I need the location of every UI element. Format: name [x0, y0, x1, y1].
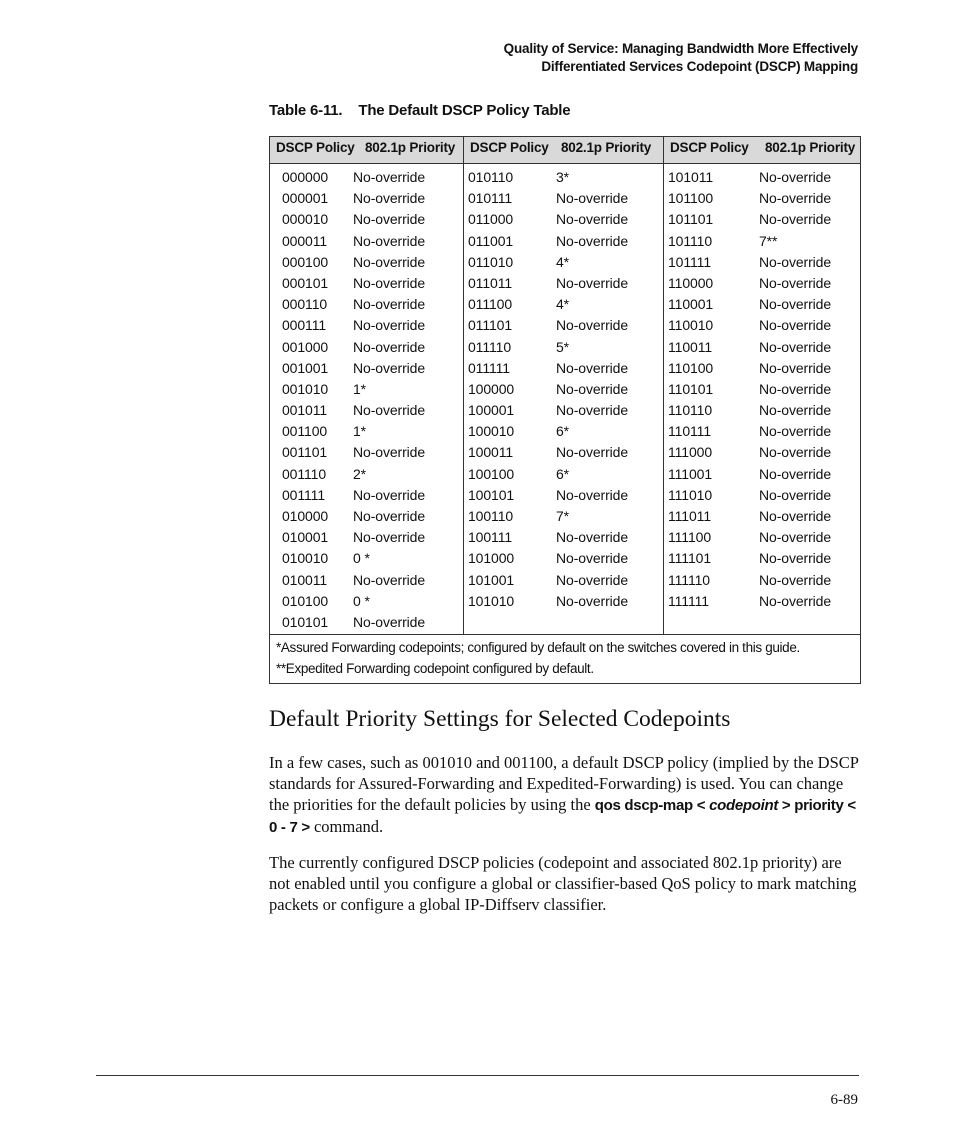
priority-value: No-override	[759, 592, 832, 609]
dscp-codepoint: 101010	[468, 592, 515, 609]
dscp-codepoint: 000110	[282, 296, 328, 313]
table-row	[664, 273, 860, 294]
priority-value: No-override	[353, 613, 426, 630]
footnote-assured-forwarding: *Assured Forwarding codepoints; configured by default on the switches covered in this guide.	[276, 640, 800, 655]
priority-value: No-override	[759, 190, 832, 207]
table-row	[664, 231, 860, 252]
table-row	[270, 527, 463, 548]
table-row	[664, 167, 860, 188]
dscp-codepoint: 001110	[282, 465, 327, 482]
header-dscp-policy: DSCP Policy	[670, 140, 749, 155]
priority-value: No-override	[556, 359, 629, 376]
table-header-row	[270, 137, 860, 164]
header-priority: 802.1p Priority	[555, 137, 664, 163]
table-row	[464, 485, 663, 506]
dscp-codepoint: 011100	[468, 296, 513, 313]
priority-value: 4*	[556, 296, 570, 313]
dscp-codepoint: 011010	[468, 253, 514, 270]
dscp-codepoint: 011011	[468, 274, 513, 291]
table-row	[664, 485, 860, 506]
dscp-codepoint: 001101	[282, 444, 328, 461]
paragraph-policy-enablement: The currently configured DSCP policies (codepoint and associated 802.1p priority) are not enabled until you configure a global or classifier-based QoS policy to mark matching packets or configure a global IP-Diffserv classifier.	[269, 853, 857, 914]
table-row	[464, 400, 663, 421]
dscp-codepoint: 010101	[282, 613, 329, 630]
priority-value: 0 *	[353, 550, 370, 567]
dscp-codepoint: 101100	[668, 190, 714, 207]
dscp-codepoint: 100111	[468, 529, 513, 546]
priority-value: No-override	[759, 317, 832, 334]
priority-value: No-override	[353, 402, 426, 419]
dscp-codepoint: 101000	[468, 550, 515, 567]
priority-value: No-override	[759, 486, 832, 503]
priority-value: No-override	[759, 529, 832, 546]
priority-value: No-override	[759, 274, 832, 291]
priority-value: No-override	[556, 274, 629, 291]
table-row	[270, 506, 463, 527]
section-title: Default Priority Settings for Selected Codepoints	[269, 706, 731, 732]
dscp-codepoint: 100001	[468, 402, 515, 419]
priority-value: No-override	[556, 232, 629, 249]
dscp-codepoint: 010100	[282, 592, 329, 609]
page-number: 6-89	[830, 1092, 858, 1108]
table-row	[270, 442, 463, 463]
table-row	[270, 379, 463, 400]
table-caption-title: The Default DSCP Policy Table	[358, 102, 571, 119]
priority-value: 6*	[556, 465, 570, 482]
priority-value: No-override	[556, 190, 629, 207]
header-priority: 802.1p Priority	[359, 137, 464, 163]
dscp-codepoint: 111100	[668, 529, 711, 546]
table-row	[464, 167, 663, 188]
header-dscp-policy: DSCP Policy	[276, 140, 355, 155]
dscp-codepoint: 000011	[282, 232, 328, 249]
priority-value: 2*	[353, 465, 367, 482]
priority-value: No-override	[759, 359, 832, 376]
priority-value: 3*	[556, 169, 570, 185]
dscp-codepoint: 000000	[282, 169, 329, 185]
table-row	[270, 464, 463, 485]
table-caption	[269, 102, 570, 119]
table-row	[464, 231, 663, 252]
table-row	[664, 421, 860, 442]
table-row	[270, 315, 463, 336]
dscp-codepoint: 001000	[282, 338, 329, 355]
table-row	[464, 379, 663, 400]
table-row	[464, 442, 663, 463]
table-row	[664, 337, 860, 358]
priority-value: No-override	[556, 592, 629, 609]
header-priority: 802.1p Priority	[765, 140, 856, 155]
dscp-codepoint: 110110	[668, 402, 713, 419]
priority-value: No-override	[353, 444, 426, 461]
table-row	[464, 506, 663, 527]
priority-value: No-override	[353, 529, 426, 546]
table-row	[270, 358, 463, 379]
dscp-codepoint: 100100	[468, 465, 515, 482]
dscp-codepoint: 011101	[468, 317, 513, 334]
table-row	[664, 294, 860, 315]
table-row	[270, 570, 463, 591]
dscp-codepoint: 111001	[668, 465, 713, 482]
table-row	[464, 337, 663, 358]
paragraph-default-priority	[269, 752, 861, 838]
dscp-codepoint: 110111	[668, 423, 711, 440]
priority-value: No-override	[556, 444, 629, 461]
priority-value: No-override	[353, 338, 426, 355]
dscp-codepoint: 010010	[282, 550, 329, 567]
dscp-codepoint: 100011	[468, 444, 514, 461]
priority-value: No-override	[353, 190, 426, 207]
table-row	[464, 252, 663, 273]
table-row	[464, 188, 663, 209]
command-qos-dscp-map: qos dscp-map <	[594, 797, 706, 814]
table-row	[270, 485, 463, 506]
table-row	[664, 315, 860, 336]
table-row	[664, 591, 860, 612]
dscp-codepoint: 100101	[468, 486, 515, 503]
dscp-codepoint: 000101	[282, 274, 329, 291]
dscp-codepoint: 100000	[468, 380, 515, 397]
dscp-codepoint: 010011	[282, 571, 328, 588]
table-row	[464, 273, 663, 294]
table-row	[270, 252, 463, 273]
table-row	[664, 527, 860, 548]
table-row	[664, 358, 860, 379]
table-row	[270, 612, 463, 633]
table-row	[464, 294, 663, 315]
dscp-codepoint: 011001	[468, 232, 514, 249]
dscp-codepoint: 001100	[282, 423, 328, 440]
table-row	[664, 506, 860, 527]
dscp-codepoint: 101101	[668, 211, 714, 228]
table-row	[464, 591, 663, 612]
dscp-codepoint: 100110	[468, 508, 514, 524]
table-row	[664, 400, 860, 421]
dscp-codepoint: 110000	[668, 274, 714, 291]
table-row	[270, 294, 463, 315]
table-row	[270, 421, 463, 442]
priority-value: No-override	[353, 508, 426, 524]
table-row	[464, 209, 663, 230]
table-row	[664, 442, 860, 463]
dscp-codepoint: 110100	[668, 359, 714, 376]
table-body	[270, 164, 860, 635]
dscp-codepoint: 111111	[668, 592, 709, 609]
paragraph-text: command.	[309, 817, 384, 836]
table-row	[664, 209, 860, 230]
table-row	[664, 252, 860, 273]
dscp-codepoint: 111110	[668, 571, 710, 588]
priority-value: 5*	[556, 338, 570, 355]
footer-rule	[96, 1075, 859, 1076]
table-row	[664, 188, 860, 209]
table-row	[270, 591, 463, 612]
table-row	[664, 464, 860, 485]
priority-value: No-override	[759, 380, 832, 397]
table-row	[664, 570, 860, 591]
dscp-codepoint: 110010	[668, 317, 714, 334]
dscp-codepoint: 111010	[668, 486, 713, 503]
command-argument-codepoint: codepoint	[705, 797, 782, 814]
dscp-codepoint: 110001	[668, 296, 714, 313]
priority-value: No-override	[759, 253, 832, 270]
table-row	[464, 315, 663, 336]
priority-value: No-override	[353, 253, 426, 270]
priority-value: No-override	[759, 296, 832, 313]
priority-value: No-override	[556, 211, 629, 228]
priority-value: No-override	[353, 211, 426, 228]
dscp-codepoint: 001111	[282, 486, 325, 503]
priority-value: 6*	[556, 423, 570, 440]
dscp-codepoint: 000111	[282, 317, 327, 334]
priority-value: No-override	[353, 296, 426, 313]
dscp-codepoint: 000001	[282, 190, 329, 207]
priority-value: No-override	[759, 338, 832, 355]
running-header	[504, 40, 858, 76]
column-group-1	[270, 164, 464, 634]
priority-value: No-override	[556, 571, 629, 588]
priority-value: 1*	[353, 423, 367, 440]
column-group-3	[664, 164, 860, 634]
dscp-policy-table	[269, 136, 861, 684]
dscp-codepoint: 010000	[282, 508, 329, 524]
running-header-section: Differentiated Services Codepoint (DSCP) Mapping	[541, 59, 858, 74]
column-group-2	[464, 164, 664, 634]
table-row	[464, 570, 663, 591]
priority-value: No-override	[353, 571, 426, 588]
priority-value: No-override	[556, 550, 629, 567]
dscp-codepoint: 011000	[468, 211, 514, 228]
priority-value: 7**	[759, 232, 778, 249]
table-row	[464, 358, 663, 379]
dscp-codepoint: 110101	[668, 380, 714, 397]
dscp-codepoint: 110011	[668, 338, 713, 355]
priority-value: No-override	[353, 317, 426, 334]
dscp-codepoint: 101111	[668, 253, 711, 270]
priority-value: No-override	[759, 211, 832, 228]
priority-value: No-override	[556, 529, 629, 546]
dscp-codepoint: 101110	[668, 232, 713, 249]
priority-value: No-override	[556, 317, 629, 334]
priority-value: No-override	[556, 402, 629, 419]
priority-value: No-override	[759, 444, 832, 461]
priority-value: No-override	[353, 359, 426, 376]
table-row	[270, 400, 463, 421]
dscp-codepoint: 100010	[468, 423, 515, 440]
dscp-codepoint: 000100	[282, 253, 329, 270]
dscp-codepoint: 111000	[668, 444, 713, 461]
priority-value: No-override	[759, 169, 832, 185]
dscp-codepoint: 111011	[668, 508, 711, 524]
priority-value: No-override	[759, 465, 832, 482]
command-priority: > priority < 0 - 7 >	[269, 797, 856, 836]
priority-value: 4*	[556, 253, 570, 270]
table-row	[270, 209, 463, 230]
dscp-codepoint: 001011	[282, 402, 328, 419]
table-row	[270, 231, 463, 252]
priority-value: No-override	[759, 508, 832, 524]
priority-value: No-override	[759, 550, 832, 567]
table-row	[464, 527, 663, 548]
dscp-codepoint: 001001	[282, 359, 329, 376]
table-row	[464, 464, 663, 485]
priority-value: No-override	[353, 274, 426, 291]
priority-value: 0 *	[353, 592, 370, 609]
table-row	[270, 337, 463, 358]
dscp-codepoint: 011111	[468, 359, 510, 376]
dscp-codepoint: 010111	[468, 190, 513, 207]
dscp-codepoint: 010001	[282, 529, 329, 546]
dscp-codepoint: 011110	[468, 338, 511, 355]
priority-value: No-override	[759, 402, 832, 419]
table-row	[464, 548, 663, 569]
running-header-chapter: Quality of Service: Managing Bandwidth More Effectively	[503, 41, 858, 56]
dscp-codepoint: 111101	[668, 550, 711, 567]
dscp-codepoint: 101001	[468, 571, 515, 588]
dscp-codepoint: 000010	[282, 211, 329, 228]
table-row	[270, 273, 463, 294]
dscp-codepoint: 101011	[668, 169, 714, 185]
paragraph-text: In a few cases, such as 001010 and 001100, a default DSCP policy (implied by the DSCP standards for Assured-Forwarding and Expedited-Forwarding) is used. You can change the priorities for the default policies by using the	[269, 753, 859, 814]
table-row	[270, 167, 463, 188]
dscp-codepoint: 010110	[468, 169, 514, 185]
header-dscp-policy: DSCP Policy	[470, 140, 549, 155]
priority-value: No-override	[353, 232, 426, 249]
priority-value: No-override	[759, 571, 832, 588]
priority-value: No-override	[353, 169, 426, 185]
table-row	[270, 548, 463, 569]
priority-value: No-override	[353, 486, 426, 503]
priority-value: No-override	[759, 423, 832, 440]
footnote-expedited-forwarding: **Expedited Forwarding codepoint configured by default.	[276, 661, 594, 676]
priority-value: 7*	[556, 508, 570, 524]
table-row	[664, 548, 860, 569]
priority-value: 1*	[353, 380, 367, 397]
table-row	[464, 421, 663, 442]
table-caption-number: Table 6-11.	[269, 102, 343, 119]
table-row	[664, 379, 860, 400]
table-row	[270, 188, 463, 209]
table-footnotes	[270, 635, 860, 683]
dscp-codepoint: 001010	[282, 380, 329, 397]
priority-value: No-override	[556, 486, 629, 503]
priority-value: No-override	[556, 380, 629, 397]
